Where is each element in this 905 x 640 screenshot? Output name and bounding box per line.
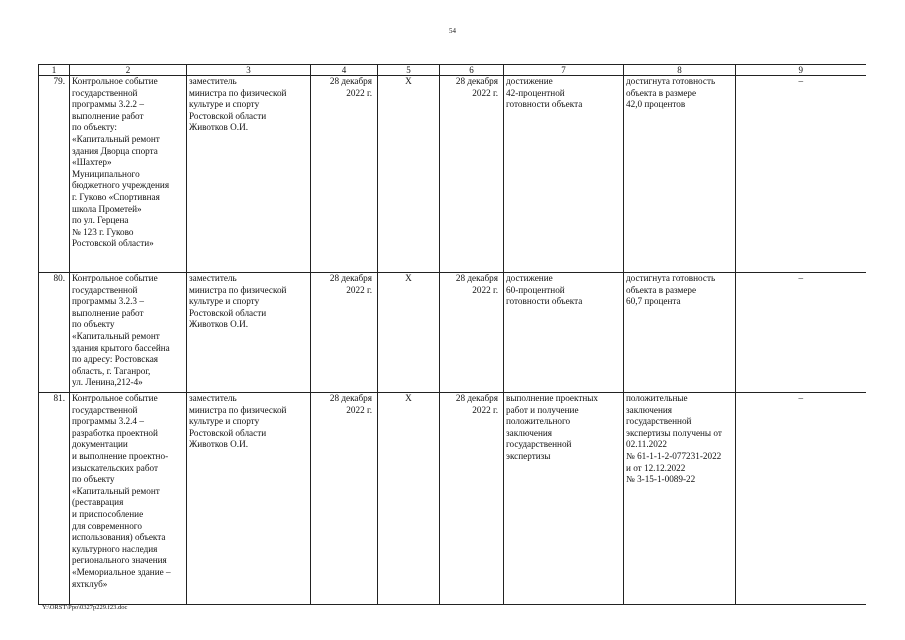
- control-event-cell: Контрольное событие государственной программы 3.2.4 – разработка проектной документации и выполнение проектно- изыскательских работ по объекту «Капитальный ремонт (реставрация и приспособление для современного использования) объекта культурного наследия регионального значения «Мемориальное здание – яхтклуб»: [70, 393, 187, 605]
- row-number: 80.: [39, 273, 70, 393]
- row-number: 81.: [39, 393, 70, 605]
- responsible-cell: заместитель министра по физической культуре и спорту Ростовской области Животков О.И.: [187, 273, 311, 393]
- expected-result-cell: достижение 60-процентной готовности объекта: [504, 273, 624, 393]
- plan-date-cell: 28 декабря 2022 г.: [311, 273, 378, 393]
- col9-cell: –: [736, 273, 866, 393]
- row-number: 79.: [39, 76, 70, 273]
- header-cell-1: 1: [39, 65, 70, 76]
- table-row: [39, 76, 866, 273]
- achieved-result-cell: положительные заключения государственной экспертизы получены от 02.11.2022 № 61-1-1-2-077231-2022 и от 12.12.2022 № 3-15-1-0089-22: [624, 393, 736, 605]
- fact-date-cell: 28 декабря 2022 г.: [440, 273, 504, 393]
- header-cell-9: 9: [736, 65, 866, 76]
- header-cell-8: 8: [624, 65, 736, 76]
- expected-result-cell: достижение 42-процентной готовности объекта: [504, 76, 624, 273]
- control-event-cell: Контрольное событие государственной программы 3.2.2 – выполнение работ по объекту: «Капитальный ремонт здания Дворца спорта «Шахтер» Муниципального бюджетного учреждения г. Гуково «Спортивная школа Прометей» по ул. Герцена № 123 г. Гуково Ростовской области»: [70, 76, 187, 273]
- col5-cell: X: [378, 273, 440, 393]
- table-row: [39, 273, 866, 393]
- col9-cell: –: [736, 76, 866, 273]
- col5-cell: X: [378, 393, 440, 605]
- plan-date-cell: 28 декабря 2022 г.: [311, 393, 378, 605]
- header-cell-7: 7: [504, 65, 624, 76]
- header-cell-4: 4: [311, 65, 378, 76]
- table-row: [39, 393, 866, 605]
- control-event-cell: Контрольное событие государственной программы 3.2.3 – выполнение работ по объекту «Капитальный ремонт здания крытого бассейна по адресу: Ростовская область, г. Таганрог, ул. Ленина,212-4»: [70, 273, 187, 393]
- header-row: [39, 65, 866, 76]
- header-cell-3: 3: [187, 65, 311, 76]
- events-table: [38, 64, 866, 605]
- file-path-footer: Y:\ORST\Ppo\0327p229.f23.doc: [42, 604, 128, 611]
- page-number: 54: [449, 27, 456, 35]
- expected-result-cell: выполнение проектных работ и получение положительного заключения государственной экспертизы: [504, 393, 624, 605]
- achieved-result-cell: достигнута готовность объекта в размере 60,7 процента: [624, 273, 736, 393]
- header-cell-5: 5: [378, 65, 440, 76]
- fact-date-cell: 28 декабря 2022 г.: [440, 76, 504, 273]
- plan-date-cell: 28 декабря 2022 г.: [311, 76, 378, 273]
- header-cell-6: 6: [440, 65, 504, 76]
- col5-cell: X: [378, 76, 440, 273]
- fact-date-cell: 28 декабря 2022 г.: [440, 393, 504, 605]
- responsible-cell: заместитель министра по физической культуре и спорту Ростовской области Животков О.И.: [187, 76, 311, 273]
- header-cell-2: 2: [70, 65, 187, 76]
- achieved-result-cell: достигнута готовность объекта в размере 42,0 процентов: [624, 76, 736, 273]
- responsible-cell: заместитель министра по физической культуре и спорту Ростовской области Животков О.И.: [187, 393, 311, 605]
- col9-cell: –: [736, 393, 866, 605]
